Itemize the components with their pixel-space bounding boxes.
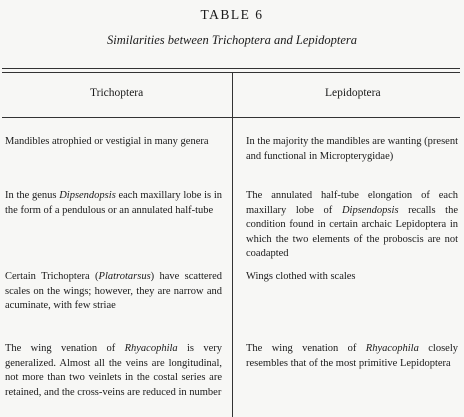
cell-trichoptera-wing-scales: [5, 270, 222, 314]
cell-text-segment: In the majority the mandibles are wanting (present and functional in Micropterygidae): [246, 136, 458, 162]
table-number: TABLE 6: [200, 7, 264, 22]
top-rule-outer: [2, 68, 460, 69]
cell-lepidoptera-wing-scales: [246, 270, 458, 285]
cell-text-segment: ) have scattered scales on the wings; however, they are narrow and acuminate, with few striae: [5, 271, 222, 311]
table-caption: Similarities between Trichoptera and Lepidoptera: [107, 33, 357, 47]
cell-text-segment: closely resembles that of the most primitive Lepidoptera: [246, 343, 458, 369]
cell-text-segment: Mandibles atrophied or vestigial in many genera: [5, 136, 209, 147]
cell-text-segment: The annulated half-tube elongation of each maxillary lobe of: [246, 190, 458, 216]
cell-text-segment: each maxillary lobe is in the form of a pendulous or an annulated half-tube: [5, 190, 223, 216]
header-rule: [2, 117, 460, 118]
column-divider: [232, 72, 233, 417]
cell-text-segment: recalls the condition found in certain archaic Lepidoptera in which the two elements of the proboscis are not coadapted: [246, 204, 459, 259]
column-header-trichoptera: Trichoptera: [90, 87, 144, 99]
cell-text-segment: Certain Trichoptera (: [5, 271, 99, 282]
italic-genus-name: Dipsendopsis: [59, 190, 116, 201]
cell-text-segment: The wing venation of: [246, 343, 366, 354]
cell-lepidoptera-mandibles: [246, 135, 458, 164]
cell-lepidoptera-wing-venation: [246, 342, 458, 371]
italic-genus-name: Platrotarsus: [98, 271, 151, 282]
cell-trichoptera-mandibles: [5, 135, 222, 150]
cell-text-segment: The wing venation of: [5, 343, 125, 354]
cell-trichoptera-wing-venation: [5, 342, 222, 400]
column-header-lepidoptera: Lepidoptera: [325, 87, 381, 99]
cell-lepidoptera-maxillary-lobe: [246, 189, 458, 262]
cell-trichoptera-maxillary-lobe: [5, 189, 222, 218]
italic-genus-name: Rhyacophila: [365, 343, 419, 354]
cell-text-segment: Wings clothed with scales: [246, 271, 356, 282]
italic-genus-name: Rhyacophila: [124, 343, 178, 354]
italic-genus-name: Dipsendopsis: [341, 204, 399, 216]
cell-text-segment: In the genus: [5, 190, 60, 201]
top-rule-inner: [2, 72, 460, 73]
cell-text-segment: is very generalized. Almost all the veins are longitudinal, not more than two veinlets in the costal series are retained, and the cross-veins are reduced in number: [5, 343, 222, 398]
